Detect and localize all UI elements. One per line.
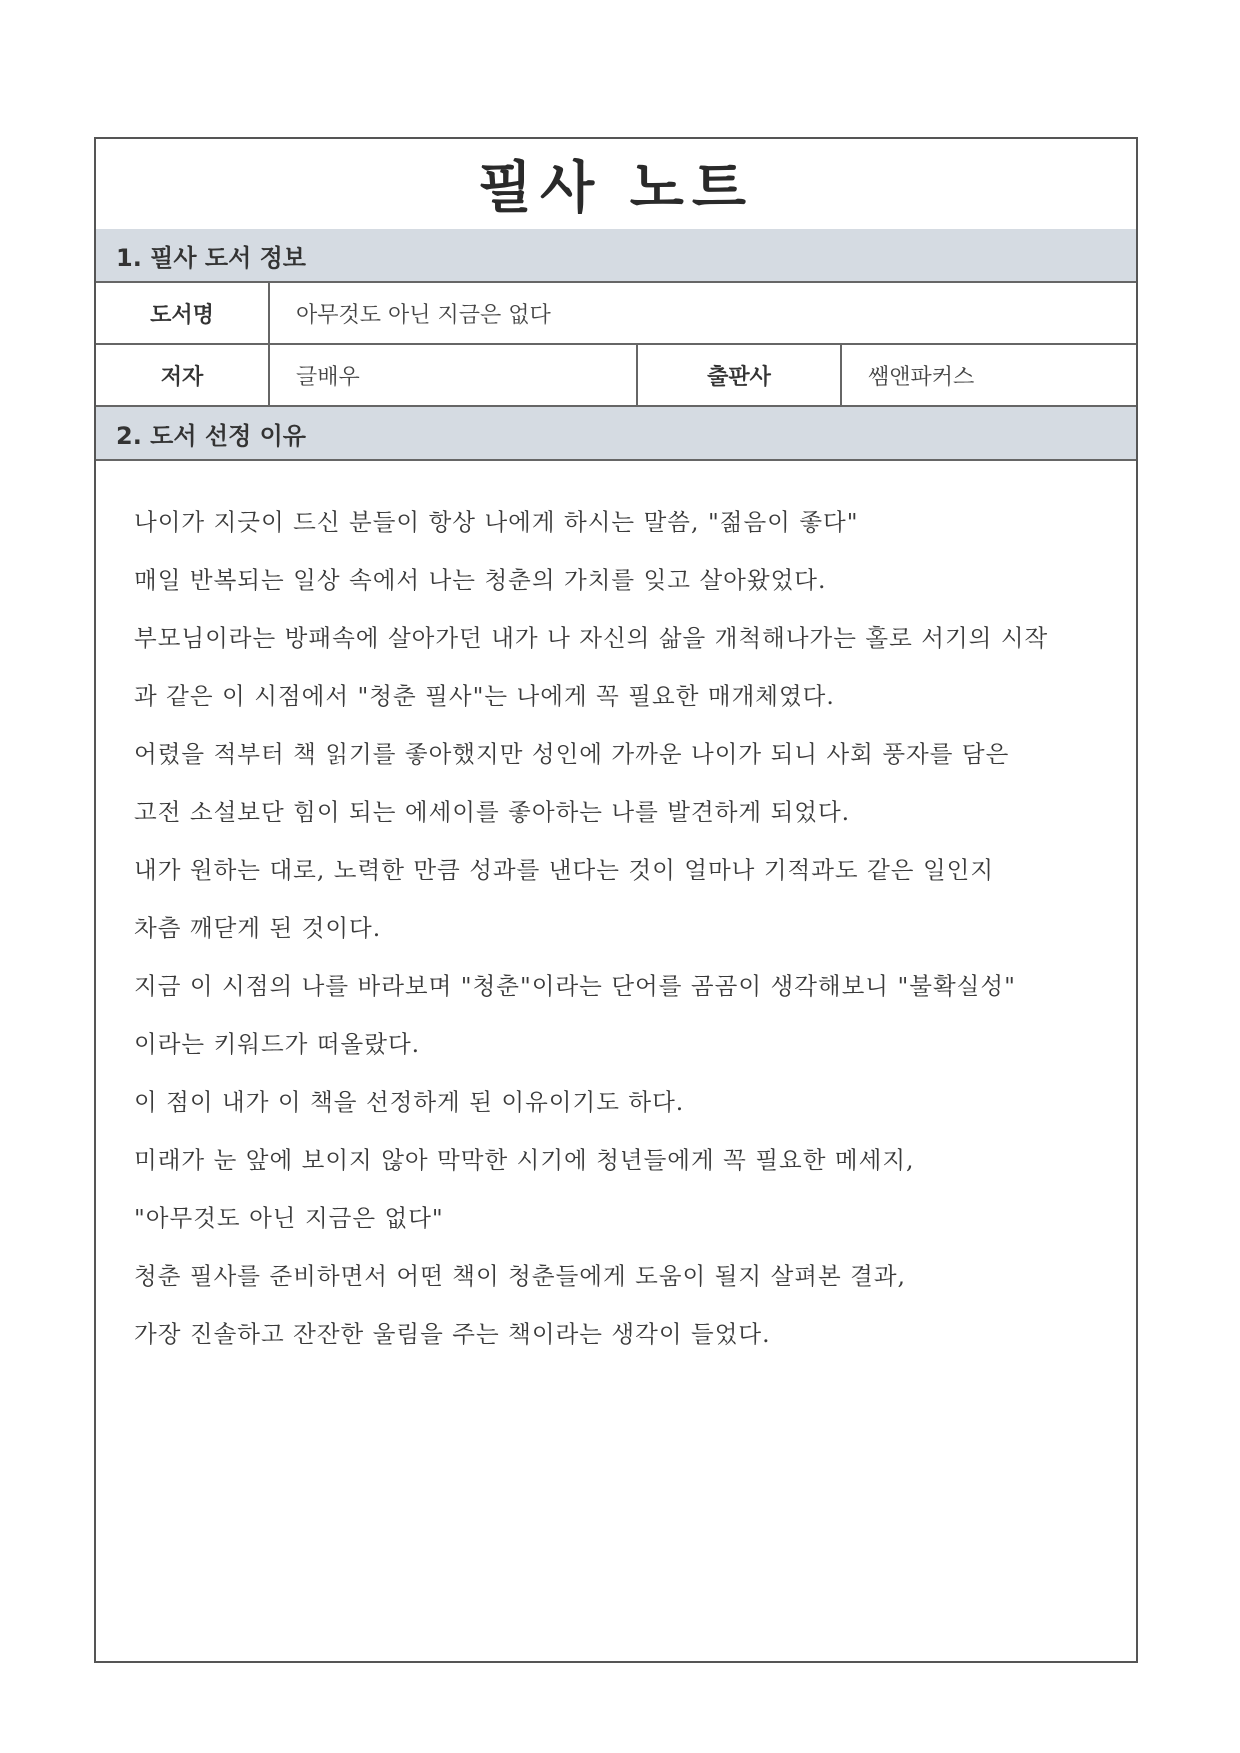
text-line: 고전 소설보단 힘이 되는 에세이를 좋아하는 나를 발견하게 되었다. (134, 798, 851, 826)
text-line: 과 같은 이 시점에서 "청춘 필사"는 나에게 꼭 필요한 매개체였다. (134, 682, 835, 710)
text-line: 나이가 지긋이 드신 분들이 항상 나에게 하시는 말씀, "젊음이 좋다" (134, 508, 859, 536)
text-line: 가장 진솔하고 잔잔한 울림을 주는 책이라는 생각이 들었다. (134, 1320, 771, 1348)
author-label: 저자 (96, 345, 270, 405)
text-line: 청춘 필사를 준비하면서 어떤 책이 청춘들에게 도움이 될지 살펴본 결과, (134, 1262, 907, 1290)
text-line: 이라는 키워드가 떠올랐다. (134, 1030, 421, 1058)
text-line: 어렸을 적부터 책 읽기를 좋아했지만 성인에 가까운 나이가 되니 사회 풍자를 담은 (134, 740, 1010, 768)
section-heading-book-info: 1. 필사 도서 정보 (96, 229, 1136, 283)
publisher-label: 출판사 (638, 345, 842, 405)
author-value: 글배우 (270, 345, 638, 405)
section-heading-selection-reason: 2. 도서 선정 이유 (96, 407, 1136, 461)
text-line: 지금 이 시점의 나를 바라보며 "청춘"이라는 단어를 곰곰이 생각해보니 "불확실성" (134, 972, 1016, 1000)
selection-reason-text (134, 493, 1114, 1363)
author-publisher-row (96, 345, 1136, 407)
text-line: 이 점이 내가 이 책을 선정하게 된 이유이기도 하다. (134, 1088, 685, 1116)
text-line: 부모님이라는 방패속에 살아가던 내가 나 자신의 삶을 개척해나가는 홀로 서기의 시작 (134, 624, 1049, 652)
page-title: 필사 노트 (478, 156, 754, 221)
book-title-value: 아무것도 아닌 지금은 없다 (296, 302, 551, 328)
text-line: 미래가 눈 앞에 보이지 않아 막막한 시기에 청년들에게 꼭 필요한 메세지, (134, 1146, 915, 1174)
title-row (96, 139, 1136, 231)
text-line: "아무것도 아닌 지금은 없다" (134, 1204, 444, 1232)
book-title-label: 도서명 (96, 283, 270, 343)
book-title-row (96, 283, 1136, 345)
publisher-value: 쌤앤파커스 (868, 364, 975, 390)
text-line: 내가 원하는 대로, 노력한 만큼 성과를 낸다는 것이 얼마나 기적과도 같은 일인지 (134, 856, 995, 884)
text-line: 차츰 깨닫게 된 것이다. (134, 914, 382, 942)
note-sheet (94, 137, 1138, 1663)
text-line: 매일 반복되는 일상 속에서 나는 청춘의 가치를 잊고 살아왔었다. (134, 566, 827, 594)
